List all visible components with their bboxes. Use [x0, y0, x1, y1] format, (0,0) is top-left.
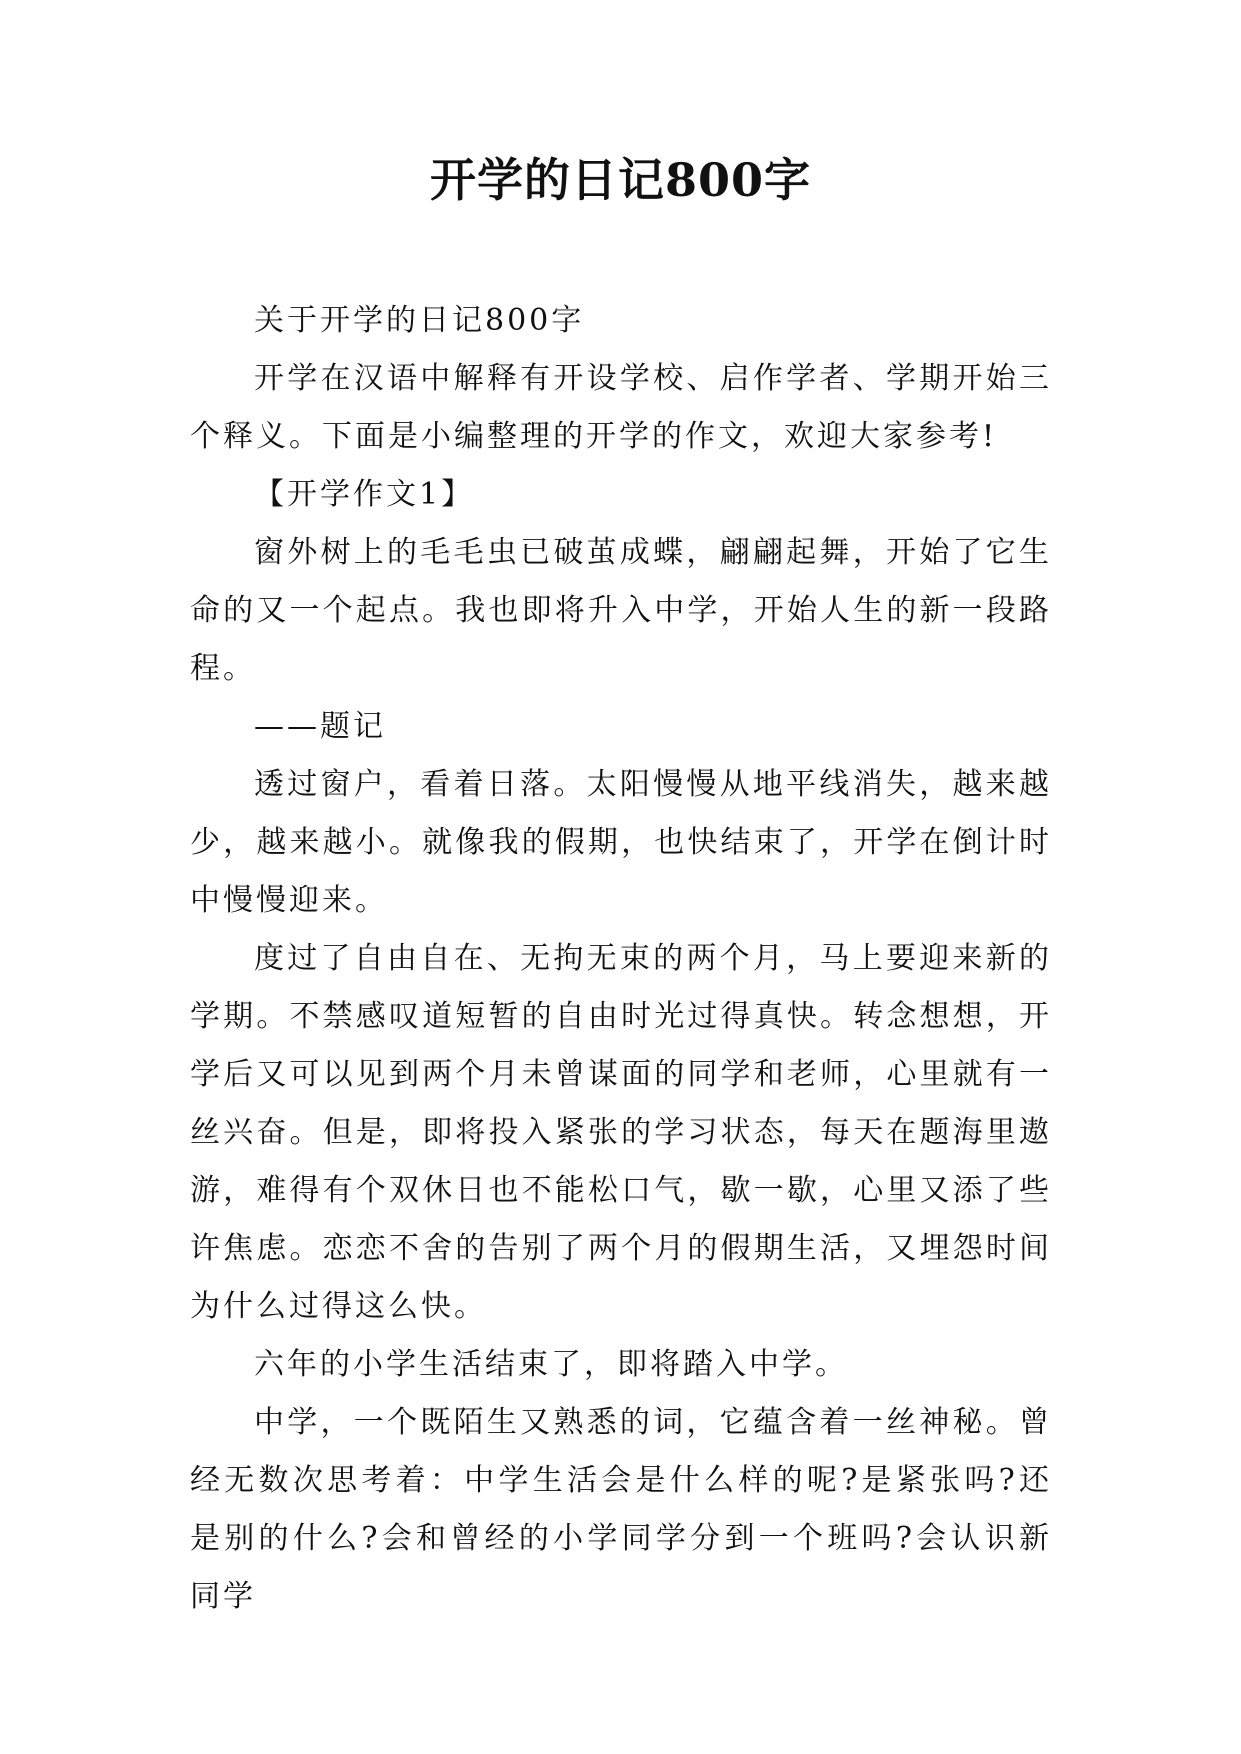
paragraph: 开学在汉语中解释有开设学校、启作学者、学期开始三个释义。下面是小编整理的开学的作文，欢迎大家参考! [190, 361, 1052, 454]
inscription: ——题记 [254, 709, 386, 744]
section-heading: 【开学作文1】 [254, 477, 475, 512]
paragraph: 透过窗户，看着日落。太阳慢慢从地平线消失，越来越少，越来越小。就像我的假期，也快结束了，开学在倒计时中慢慢迎来。 [190, 767, 1052, 918]
paragraph: 度过了自由自在、无拘无束的两个月，马上要迎来新的学期。不禁感叹道短暂的自由时光过得真快。转念想想，开学后又可以见到两个月未曾谋面的同学和老师，心里就有一丝兴奋。但是，即将投入紧张的学习状态，每天在题海里遨游，难得有个双休日也不能松口气，歇一歇，心里又添了些许焦虑。恋恋不舍的告别了两个月的假期生活，又埋怨时间为什么过得这么快。 [190, 941, 1052, 1324]
document-title: 开学的日记800字 [429, 153, 812, 207]
paragraph: 窗外树上的毛毛虫已破茧成蝶，翩翩起舞，开始了它生命的又一个起点。我也即将升入中学，开始人生的新一段路程。 [190, 535, 1052, 686]
document-body [190, 292, 1052, 1626]
paragraph: 关于开学的日记800字 [254, 303, 585, 338]
paragraph: 六年的小学生活结束了，即将踏入中学。 [254, 1347, 848, 1382]
paragraph: 中学，一个既陌生又熟悉的词，它蕴含着一丝神秘。曾经无数次思考着：中学生活会是什么样的呢?是紧张吗?还是别的什么?会和曾经的小学同学分到一个班吗?会认识新同学 [190, 1405, 1052, 1614]
